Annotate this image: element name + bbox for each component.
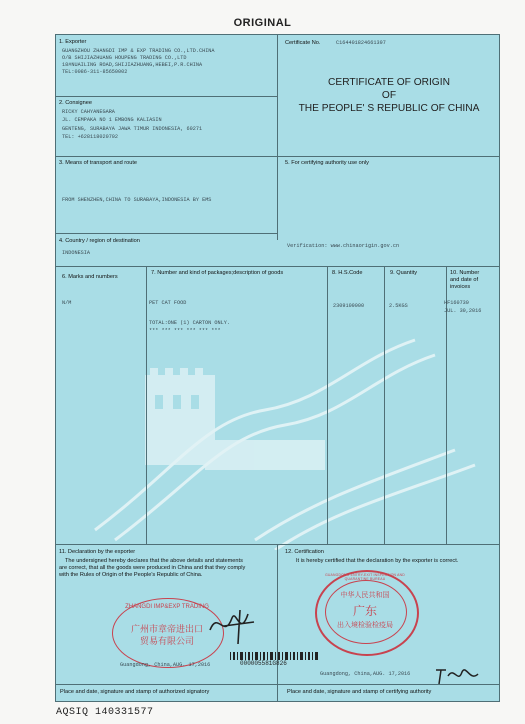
- col-invoice-2: and date of: [450, 277, 478, 283]
- col-marks: 6. Marks and numbers: [62, 274, 118, 280]
- col-invoice-3: invoices: [450, 284, 471, 290]
- authority-stamp-ring: GUANGDONG ENTRY-EXIT INSPECTION AND QUARANTINE BUREAU: [325, 573, 405, 581]
- exporter-line-2: O/B SHIJIAZHUANG HOUPENG TRADING CO.,LTD: [62, 55, 187, 61]
- goods-hs-code: 2309109000: [333, 303, 365, 309]
- authority-stamp-cn-mid: 广东: [352, 604, 377, 618]
- certification-text: It is hereby certified that the declaration by the exporter is correct.: [296, 558, 459, 564]
- authority-signature-icon: [432, 664, 482, 686]
- certificate-no-value: C164401824661397: [336, 40, 386, 46]
- declaration-text-1: The undersigned hereby declares that the above details and statements: [65, 558, 243, 564]
- exporter-label: 1. Exporter: [59, 39, 87, 45]
- declaration-text-3: with the Rules of Origin of the People's Republic of China.: [59, 572, 203, 578]
- great-wall-icon: [55, 300, 500, 550]
- goods-total: TOTAL:ONE (1) CARTON ONLY.: [149, 320, 230, 326]
- verification-text: Verification: www.chinaorigin.gov.cn: [287, 243, 400, 249]
- authority-label: 5. For certifying authority use only: [285, 160, 369, 166]
- certificate-title-2: OF: [381, 90, 397, 101]
- certification-place-date: Guangdong, China,AUG. 17,2016: [320, 671, 411, 677]
- declaration-label: 11. Declaration by the exporter: [59, 549, 136, 555]
- exporter-stamp-top: ZHANGDI IMP&EXP TRADING: [125, 604, 209, 610]
- col-quantity: 9. Quantity: [390, 270, 418, 276]
- declaration-place-date: Guangdong, China,AUG. 17,2016: [120, 662, 211, 668]
- barcode-icon: [230, 652, 320, 660]
- exporter-stamp-cn2: 贸易有限公司: [139, 636, 194, 646]
- destination-value: INDONESIA: [62, 250, 91, 256]
- authority-stamp-cn-top: 中华人民共和国: [340, 592, 390, 599]
- consignee-line-2: JL. CEMPAKA NO 1 EMBONG KALIASIN: [62, 117, 162, 123]
- declaration-footer: Place and date, signature and stamp of authorized signatory: [60, 689, 210, 695]
- certification-label: 12. Certification: [285, 549, 324, 555]
- col-packages: 7. Number and kind of packages;description of goods: [151, 270, 284, 276]
- document-title: ORIGINAL: [233, 17, 292, 29]
- exporter-line-4: TEL:0086-311-85650002: [62, 69, 128, 75]
- exporter-stamp-cn1: 广州市章帝进出口: [130, 624, 203, 634]
- certificate-title-3: THE PEOPLE' S REPUBLIC OF CHINA: [298, 103, 480, 114]
- goods-invoice-no: HF160730: [444, 300, 469, 306]
- certificate-no-label: Certificate No.: [285, 40, 321, 46]
- col-invoice-1: 10. Number: [450, 270, 480, 276]
- transport-value: FROM SHENZHEN,CHINA TO SURABAYA,INDONESIA BY EMS: [62, 197, 212, 203]
- col-hs-code: 8. H.S.Code: [332, 270, 363, 276]
- consignee-label: 2. Consignee: [59, 100, 92, 106]
- goods-stars: *** *** *** *** *** ***: [149, 328, 221, 334]
- goods-invoice-date: JUL. 30,2016: [444, 308, 482, 314]
- exporter-line-3: 18#NUAILING ROAD,SHIJIAZHUANG,HEBEI,P.R.CHINA: [62, 62, 203, 68]
- consignee-line-3: GENTENG, SURABAYA JAWA TIMUR INDONESIA, 60271: [62, 126, 203, 132]
- destination-label: 4. Country / region of destination: [59, 238, 140, 244]
- certificate-title-1: CERTIFICATE OF ORIGIN: [328, 77, 450, 88]
- authority-stamp-cn-bot: 出入境检验检疫局: [337, 622, 393, 629]
- barcode-serial: 000005581G826: [240, 660, 287, 667]
- goods-quantity: 2.5KGS: [389, 303, 408, 309]
- declaration-text-2: are correct, that all the goods were produced in China and that they comply: [59, 565, 246, 571]
- goods-description: PET CAT FOOD: [149, 300, 187, 306]
- consignee-line-1: RICKY CAHYANEGARA: [62, 109, 115, 115]
- goods-marks: N/M: [62, 300, 72, 306]
- exporter-line-1: GUANGZHOU ZHANGDI IMP & EXP TRADING CO.,LTD.CHINA: [62, 48, 215, 54]
- consignee-line-4: TEL: +628118020702: [62, 134, 119, 140]
- transport-label: 3. Means of transport and route: [59, 160, 138, 166]
- exporter-signature-icon: [204, 600, 264, 650]
- certification-footer: Place and date, signature and stamp of certifying authority: [287, 689, 432, 695]
- aqsiq-code: AQSIQ 140331577: [56, 707, 154, 718]
